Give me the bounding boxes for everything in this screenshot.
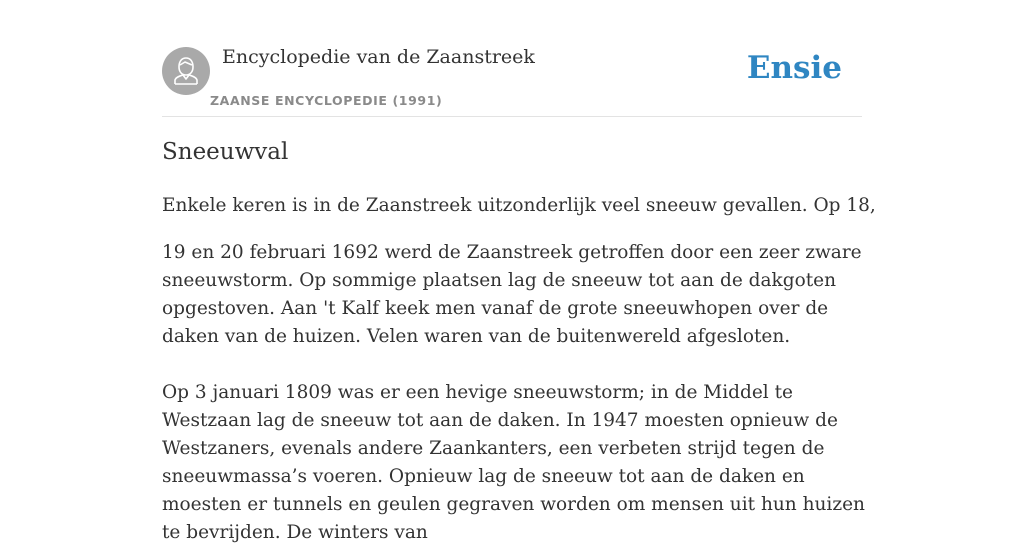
user-icon xyxy=(162,47,210,95)
source-header xyxy=(162,46,862,117)
intro-paragraph: Enkele keren is in de Zaanstreek uitzonderlijk veel sneeuw gevallen. Op 18, xyxy=(162,195,876,216)
page-title: Sneeuwval xyxy=(162,139,289,165)
source-subtitle[interactable]: ZAANSE ENCYCLOPEDIE (1991) xyxy=(210,93,443,108)
body-paragraph: 19 en 20 februari 1692 werd de Zaanstreek getroffen door een zeer zware sneeuwstorm. Op sommige plaatsen lag de sneeuw tot aan de dakgoten opgestoven. Aan 't Kalf keek men vanaf de grote sneeuwhopen over de daken van de huizen. Velen waren van de buitenwereld afgesloten. xyxy=(162,242,862,347)
source-title[interactable]: Encyclopedie van de Zaanstreek xyxy=(222,46,535,68)
avatar[interactable] xyxy=(162,47,210,95)
ensie-logo[interactable]: Ensie xyxy=(746,50,842,86)
body-paragraph: Op 3 januari 1809 was er een hevige sneeuwstorm; in de Middel te Westzaan lag de sneeuw tot aan de daken. In 1947 moesten opnieuw de Westzaners, evenals andere Zaankanters, een verbeten strijd tegen de sneeuwmassa’s voeren. Opnieuw lag de sneeuw tot aan de daken en moesten er tunnels en geulen gegraven worden om mensen uit hun huizen te bevrijden. De winters van xyxy=(162,382,865,543)
